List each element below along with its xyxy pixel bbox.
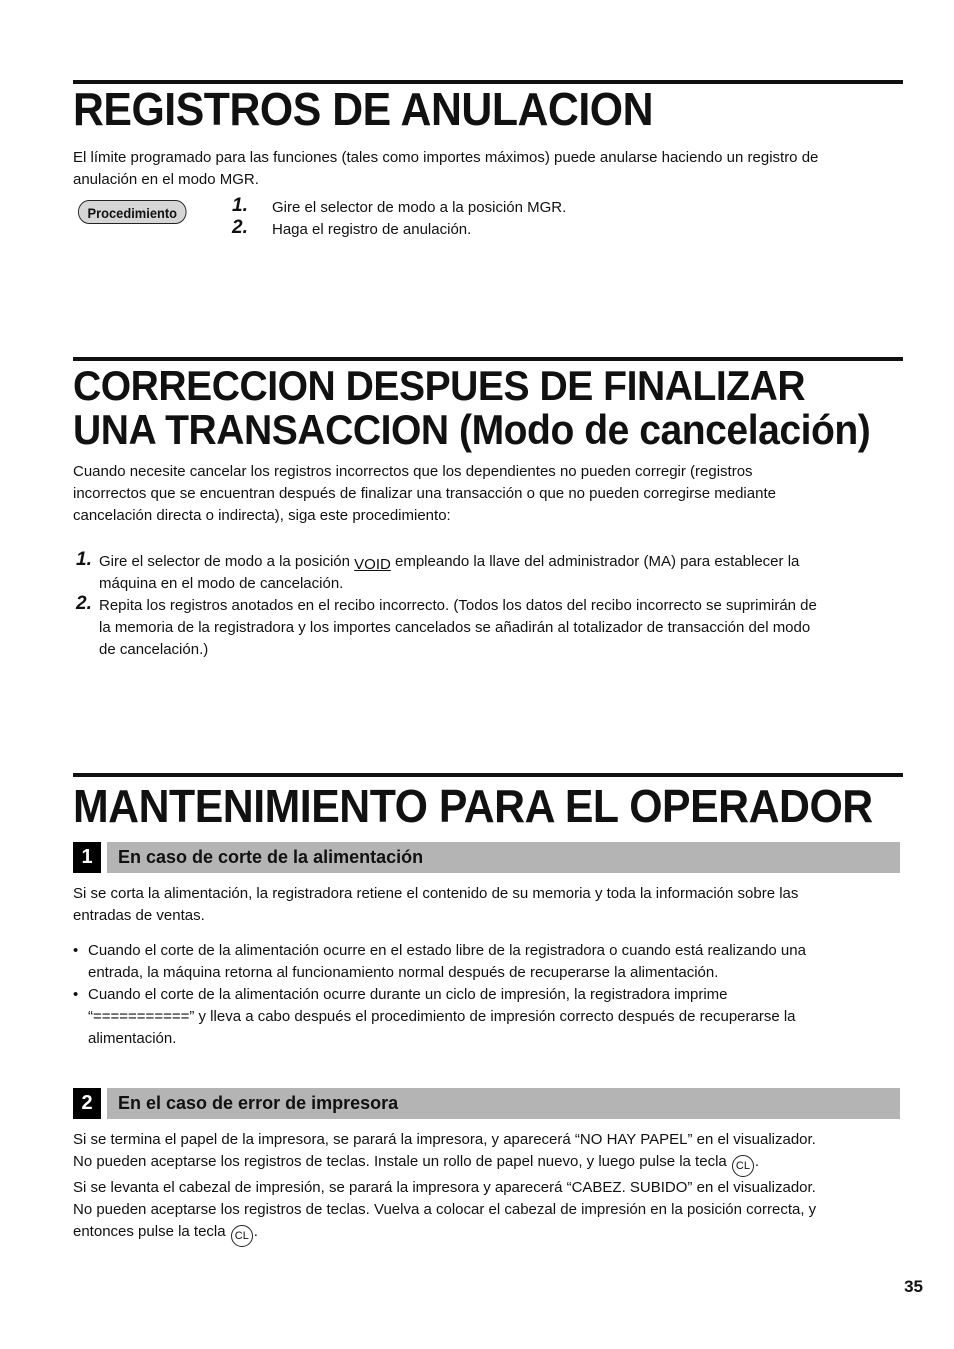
procedure-badge: Procedimiento: [78, 200, 187, 224]
subsection-title: En el caso de error de impresora: [107, 1088, 900, 1119]
page-number: 35: [904, 1277, 923, 1296]
bullet: •: [73, 942, 79, 959]
step-number: 2.: [76, 593, 92, 614]
void-mode-key: VOID: [354, 556, 391, 573]
section-title-mantenimiento: MANTENIMIENTO PARA EL OPERADOR: [73, 780, 873, 832]
step-text: Gire el selector de modo a la posición VOID empleando la llave del administrador (MA) para establecer la máquina en el modo de cancelación.: [99, 553, 800, 592]
section-rule: [73, 357, 903, 361]
sub1-intro: Si se corta la alimentación, la registradora retiene el contenido de su memoria y toda la información sobre las entradas de ventas.: [73, 885, 799, 924]
step-number: 1.: [76, 549, 92, 570]
sub2-text: Si se termina el papel de la impresora, se parará la impresora, y aparecerá “NO HAY PAPEL” en el visualizador. No pueden aceptarse los registros de teclas. Instale un rollo de papel nuevo, y luego pulse la tecla CL . Si se levanta el cabezal de impresión, se parará la impresora y aparecerá “CABEZ. SUBIDO” en el visualizador. No pueden aceptarse los registros de teclas. Vuelva a colocar el cabezal de impresión en la posición correcta, y entonces pulse la tecla CL .: [73, 1129, 908, 1247]
bullet-text: Cuando el corte de la alimentación ocurre en el estado libre de la registradora o cuando está realizando una entrada, la máquina retorna al funcionamiento normal después de recuperarse la alimentación.: [88, 942, 806, 981]
step-text: Haga el registro de anulación.: [272, 221, 472, 238]
step-text: Repita los registros anotados en el recibo incorrecto. (Todos los datos del recibo incorrecto se suprimirán de la memoria de la registradora y los importes cancelados se añadirán al totalizador de transacción del modo de cancelación.): [99, 597, 817, 658]
cl-key-icon: CL: [732, 1155, 754, 1177]
section-title-correccion: CORRECCION DESPUES DE FINALIZAR UNA TRANSACCION (Modo de cancelación): [73, 362, 871, 453]
subsection-number: 1: [73, 842, 101, 873]
bullet-text: Cuando el corte de la alimentación ocurre durante un ciclo de impresión, la registradora imprime “===========” y lleva a cabo después el procedimiento de impresión correcto después de recuperarse la alimentación.: [88, 986, 796, 1047]
section-rule: [73, 773, 903, 777]
bullet: •: [73, 986, 79, 1003]
subsection-header: [73, 1088, 900, 1119]
subsection-header: [73, 842, 900, 873]
section-title-registros: REGISTROS DE ANULACION: [73, 83, 654, 135]
section1-intro: El límite programado para las funciones (tales como importes máximos) puede anularse haciendo un registro de anulación en el modo MGR.: [73, 149, 819, 188]
step-number: 2.: [232, 217, 248, 238]
subsection-title: En caso de corte de la alimentación: [107, 842, 900, 873]
step-text: Gire el selector de modo a la posición MGR.: [272, 199, 567, 216]
cl-key-icon: CL: [231, 1225, 253, 1247]
section2-intro: Cuando necesite cancelar los registros incorrectos que los dependientes no pueden corregir (registros incorrectos que se encuentran después de finalizar una transacción o que no pueden corregirse mediante cancelación directa o indirecta), siga este procedimiento:: [73, 463, 776, 524]
step-number: 1.: [232, 195, 248, 216]
subsection-number: 2: [73, 1088, 101, 1119]
